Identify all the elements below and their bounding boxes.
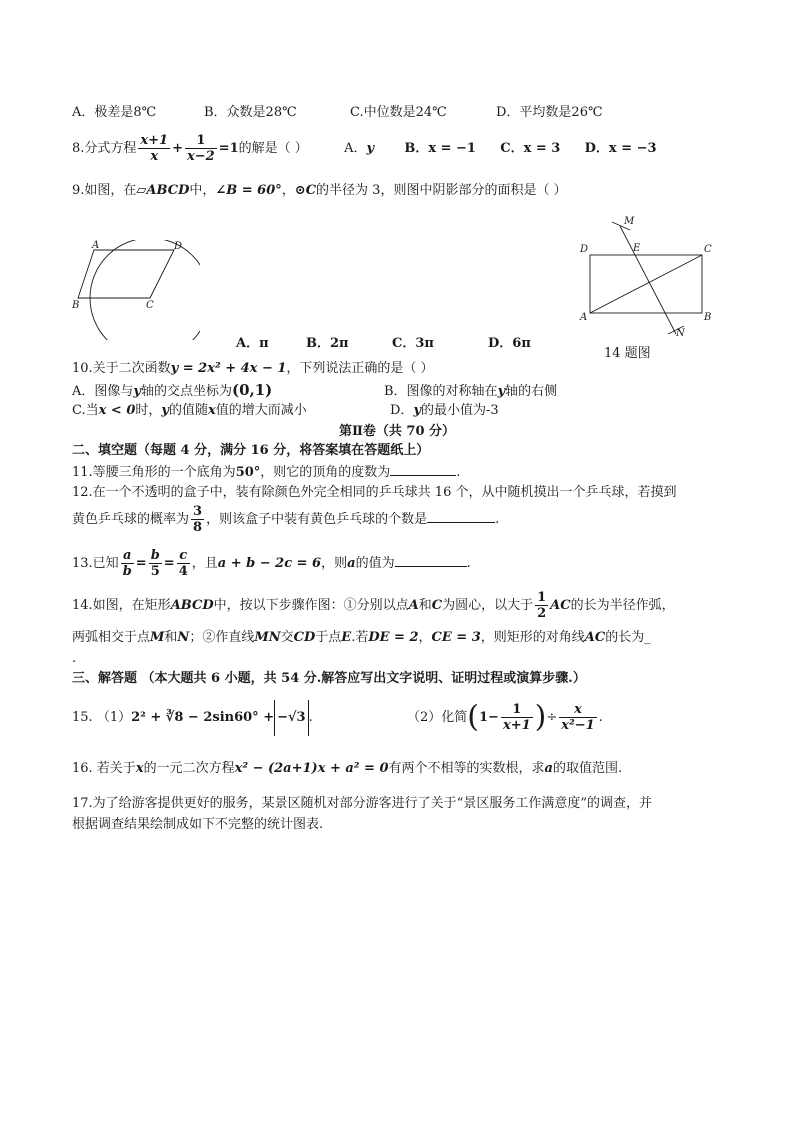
q10-option-d-y: y bbox=[413, 403, 421, 418]
q9-parallelogram: ▱ABCD bbox=[136, 183, 190, 198]
q7-option-d: D．平均数是26℃ bbox=[496, 105, 603, 120]
q10-option-c-cond: x < 0 bbox=[98, 403, 136, 418]
q10-option-c-text4: 值的增大而减小 bbox=[215, 403, 307, 418]
question-9 bbox=[72, 182, 567, 200]
q9-text-b: 中， bbox=[189, 183, 216, 198]
q12-line-1: 12.在一个不透明的盒子中，装有除颜色外完全相同的乒乓球共 16 个，从中随机摸出一个乒乓球，若摸到 bbox=[72, 485, 677, 500]
q10-option-c-text2: 时， bbox=[135, 403, 162, 418]
q14-text-c: 和 bbox=[418, 598, 432, 613]
q12-frac-den: 8 bbox=[193, 520, 203, 535]
q12-line-2 bbox=[72, 503, 499, 537]
q16-var: a bbox=[544, 761, 553, 776]
q14-de: DE = 2 bbox=[368, 630, 419, 645]
q13-f3-den: 4 bbox=[178, 564, 188, 579]
q8-fraction-2: $\frac{1}{x-2}$ bbox=[187, 133, 215, 164]
q10-option-a-text: A．图像与 bbox=[72, 384, 134, 399]
fig14-label-e: E bbox=[633, 243, 641, 254]
question-16 bbox=[72, 760, 622, 778]
question-11 bbox=[72, 463, 460, 482]
q14-line-2 bbox=[72, 629, 651, 647]
q13-f2-num: b bbox=[150, 548, 160, 563]
q16-x: x bbox=[135, 761, 144, 776]
q12-text-b: ，则该盒子中装有黄色乒乓球的个数是 bbox=[206, 512, 428, 527]
q10-option-b-text: B．图像的对称轴在 bbox=[384, 384, 498, 399]
q8-option-d: D．x = −3 bbox=[584, 141, 657, 156]
section-2-title: 二、填空题（每题 4 分，满分 16 分，将答案填在答题纸上） bbox=[72, 443, 430, 458]
q8-option-a-label: A． bbox=[344, 141, 367, 156]
q8-option-a-value: y bbox=[366, 141, 375, 156]
q10-function: y = 2x² + 4x − 1 bbox=[170, 361, 287, 376]
q14-point-a: A bbox=[408, 598, 419, 613]
q15-part2-fraction-2 bbox=[559, 702, 596, 733]
q14-point-m: M bbox=[150, 630, 165, 645]
figure-9-parallelogram-circle bbox=[70, 240, 200, 340]
q15-part1-label: （1） bbox=[96, 710, 132, 725]
q10-option-a-text2: 轴的交点坐标为 bbox=[140, 384, 232, 399]
q15-part1-abs: −√3 bbox=[274, 700, 308, 736]
fig9-label-c: C bbox=[146, 300, 154, 311]
q14-rect: ABCD bbox=[170, 598, 214, 613]
q9-option-a: A．π bbox=[236, 336, 269, 351]
q10-stem-b: ，下列说法正确的是（ ） bbox=[286, 361, 434, 376]
q17-line-1: 17.为了给游客提供更好的服务，某景区随机对部分游客进行了关于“景区服务工作满意度”的调查，并 bbox=[72, 796, 652, 811]
q14-text-a: 14.如图，在矩形 bbox=[72, 598, 171, 613]
q14-l2-c: ；②作直线 bbox=[189, 630, 255, 645]
q14-half-num: 1 bbox=[537, 590, 547, 605]
q7-option-a: A．极差是8℃ bbox=[72, 105, 157, 120]
question-8: 8.分式方程 $\frac{x+1}{x}$ + $\frac{1}{x-2}$ =1的解是（ ） A．y B．x = −1 C．x = 3 D．x = −3 bbox=[72, 133, 657, 164]
q12-answer-blank[interactable] bbox=[427, 510, 495, 523]
q8-option-b: B．x = −1 bbox=[404, 141, 476, 156]
q8-fraction-1: $\frac{x+1}{x}$ bbox=[140, 133, 169, 164]
q9-text-d: 的半径为 3，则图中阴影部分的面积是（ ） bbox=[316, 183, 567, 198]
q13-text-b: ，且 bbox=[191, 556, 218, 571]
q11-text-b: ，则它的顶角的度数为 bbox=[260, 465, 391, 480]
q15-f2-num: x bbox=[559, 702, 596, 718]
q15-f1-num: 1 bbox=[501, 702, 533, 718]
question-15: 15. （1）2² + ∛8 − 2sin60° + −√3 . （2）化简(1− $\frac{1}{x+1}$ )÷ $\frac{x}{\text{x²−1}}$ . bbox=[72, 699, 603, 735]
q14-ac: AC bbox=[550, 598, 571, 613]
fig14-label-m: M bbox=[624, 216, 635, 227]
q11-text-a: 11.等腰三角形的一个底角为 bbox=[72, 465, 236, 480]
q13-fraction-3 bbox=[177, 548, 190, 579]
fig14-label-b: B bbox=[704, 312, 712, 323]
q15-part2-end: . bbox=[598, 710, 603, 725]
q17-line-2: 根据调查结果绘制成如下不完整的统计图表. bbox=[72, 817, 324, 832]
q16-equation: x² − (2a+1)x + a² = 0 bbox=[234, 761, 389, 776]
q15-f2-den: x²−1 bbox=[561, 718, 595, 733]
q11-answer-blank[interactable] bbox=[390, 463, 456, 476]
q8-prefix: 8.分式方程 bbox=[72, 141, 137, 156]
q15-part2-label: （2）化简 bbox=[407, 710, 468, 725]
fig14-label-n: N bbox=[676, 328, 685, 339]
q14-mn: MN bbox=[254, 630, 281, 645]
q11-angle: 50° bbox=[235, 465, 261, 480]
q13-fraction-2 bbox=[149, 548, 162, 579]
q14-half-den: 2 bbox=[537, 606, 547, 621]
q8-option-c: C．x = 3 bbox=[500, 141, 561, 156]
q15-part2-fraction-1 bbox=[501, 702, 533, 733]
q15-part2-div: ÷ bbox=[546, 710, 558, 725]
q14-l2-b: 和 bbox=[164, 630, 178, 645]
q9-option-b: B．2π bbox=[306, 336, 349, 351]
q9-option-d: D．6π bbox=[488, 336, 531, 351]
q14-l2-f: .若 bbox=[351, 630, 369, 645]
q13-f2-den: 5 bbox=[150, 564, 160, 579]
q14-line-1 bbox=[72, 589, 675, 623]
q10-options-row2 bbox=[72, 402, 499, 420]
q13-equation: a + b − 2c = 6 bbox=[217, 556, 322, 571]
q15-f1-den: x+1 bbox=[502, 718, 531, 733]
q10-option-d-text: D． bbox=[390, 403, 414, 418]
figure-14-rectangle bbox=[574, 214, 724, 346]
q10-option-b-y: y bbox=[497, 384, 506, 399]
q13-fraction-1 bbox=[121, 548, 134, 579]
q13-f3-num: c bbox=[177, 548, 190, 564]
q14-half bbox=[535, 590, 548, 621]
q7-option-c: C.中位数是24℃ bbox=[350, 105, 447, 120]
q13-f1-num: a bbox=[121, 548, 134, 564]
q16-text-b: 的一元二次方程 bbox=[143, 761, 235, 776]
q10-option-a-y: y bbox=[133, 384, 141, 399]
q12-fraction bbox=[191, 504, 204, 535]
q10-option-c-x: x bbox=[207, 403, 216, 418]
q7-option-b: B．众数是28℃ bbox=[204, 105, 297, 120]
q14-l2-h: ，则矩形的对角线 bbox=[480, 630, 585, 645]
question-13: 13.已知 $\frac{a}{b}$ = $\frac{b}{5}$ = $\frac{c}{4}$ ，且a + b − 2c = 6，则a的值为 . bbox=[72, 548, 471, 579]
q14-point-e: E bbox=[341, 630, 352, 645]
q12-end: . bbox=[495, 512, 500, 527]
q14-text-e: 的长为半径作弧， bbox=[570, 598, 675, 613]
q11-end: . bbox=[456, 465, 461, 480]
q7-options bbox=[72, 104, 603, 122]
q14-point-c: C bbox=[431, 598, 443, 613]
question-10 bbox=[72, 360, 434, 378]
q10-option-b-text2: 轴的右侧 bbox=[505, 384, 558, 399]
q12-frac-num: 3 bbox=[193, 504, 203, 519]
q9-circle: ⊙C bbox=[294, 183, 317, 198]
q10-options-row1 bbox=[72, 381, 557, 401]
q14-text-b: 中，按以下步骤作图：①分别以点 bbox=[213, 598, 409, 613]
q13-var: a bbox=[347, 556, 356, 571]
q15-label: 15. bbox=[72, 710, 93, 725]
q14-l2-d: 交 bbox=[280, 630, 294, 645]
fig9-label-b: B bbox=[72, 300, 80, 311]
q8-suffix: 的解是（ ） bbox=[238, 141, 308, 156]
q9-option-c: C．3π bbox=[392, 336, 434, 351]
q14-text-d: 为圆心，以大于 bbox=[442, 598, 534, 613]
section-3-title: 三、解答题 （本大题共 6 小题，共 54 分.解答应写出文字说明、证明过程或演算步骤.） bbox=[72, 671, 586, 686]
fig14-label-a: A bbox=[580, 312, 588, 323]
q12-text-a: 黄色乒乓球的概率为 bbox=[72, 512, 190, 527]
q9-angle: ∠B = 60° bbox=[215, 183, 282, 198]
q14-l2-e: 于点 bbox=[315, 630, 342, 645]
q9-options bbox=[236, 335, 531, 353]
q13-f1-den: b bbox=[122, 564, 132, 579]
q14-point-n: N bbox=[177, 630, 190, 645]
fig14-label-c: C bbox=[704, 244, 712, 255]
q9-text-a: 9.如图，在 bbox=[72, 183, 137, 198]
q14-line-3: . bbox=[72, 651, 77, 666]
q14-ac-2: AC bbox=[584, 630, 606, 645]
q14-ce: CE = 3 bbox=[431, 630, 481, 645]
q10-option-c-text: C.当 bbox=[72, 403, 99, 418]
fig14-caption: 14 题图 bbox=[604, 346, 651, 361]
fig9-label-d: D bbox=[174, 241, 183, 252]
q13-end: . bbox=[466, 556, 471, 571]
q10-option-c-text3: 的值随 bbox=[168, 403, 208, 418]
q15-part1-end: . bbox=[308, 710, 313, 725]
q15-part2-one: 1− bbox=[479, 710, 499, 725]
q13-answer-blank[interactable] bbox=[395, 554, 467, 567]
q14-l2-a: 两弧相交于点 bbox=[72, 630, 151, 645]
q10-option-c-y: y bbox=[161, 403, 169, 418]
q10-option-a-point: (0,1) bbox=[231, 381, 273, 399]
q13-text-d: 的值为 bbox=[355, 556, 395, 571]
q16-text-a: 16. 若关于 bbox=[72, 761, 136, 776]
q13-text-c: ，则 bbox=[321, 556, 348, 571]
part-2-title: 第Ⅱ卷（共 70 分） bbox=[338, 424, 456, 439]
q14-l2-g: ， bbox=[418, 630, 432, 645]
q15-part1-expression: 2² + ∛8 − 2sin60° + bbox=[131, 710, 275, 725]
q16-text-d: 的取值范围. bbox=[552, 761, 623, 776]
fig9-label-a: A bbox=[92, 240, 100, 251]
q10-stem-a: 10.关于二次函数 bbox=[72, 361, 171, 376]
fig14-label-d: D bbox=[580, 244, 589, 255]
q16-text-c: 有两个不相等的实数根，求 bbox=[388, 761, 545, 776]
q14-l2-i: 的长为_ bbox=[605, 630, 651, 645]
q13-text-a: 13.已知 bbox=[72, 556, 119, 571]
q10-option-d-text2: 的最小值为-3 bbox=[421, 403, 499, 418]
q9-text-c: ， bbox=[281, 183, 295, 198]
q14-cd: CD bbox=[293, 630, 316, 645]
